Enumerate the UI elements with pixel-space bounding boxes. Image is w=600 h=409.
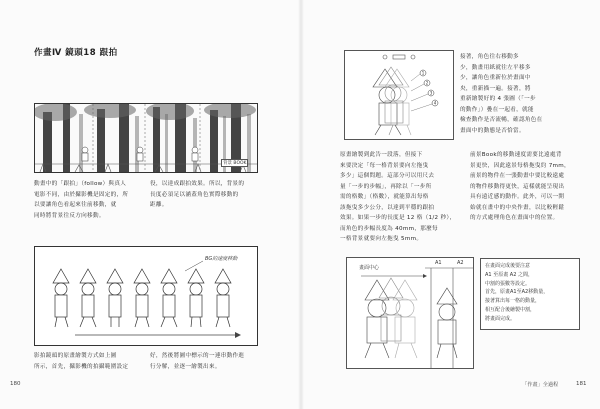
text-line: 距離。 (150, 202, 168, 208)
text-line: 以要讓角色看起來往前移動，就 (34, 202, 117, 208)
text-line: 長度必須足以涵蓋角色實際移動的 (150, 191, 239, 198)
text-line: 量「一步的步幅」，再除以「一步所 (340, 183, 432, 190)
walk-cycle-figure (34, 246, 258, 346)
text-line: 始就在畫中的中央作畫，以比較輕鬆 (470, 204, 565, 211)
text-line: 景更快，因此遠景每格拖曳約 7mm， (470, 162, 570, 169)
left-bottom-paragraph (34, 351, 146, 372)
page-number-right: 181 (576, 381, 587, 387)
text-line: A1 至原畫 A2 之間， (485, 271, 533, 278)
section-title: 作畫Ⅳ 鏡頭18 跟拍 (34, 48, 118, 58)
keyframe-a1-label: A1 (435, 260, 442, 266)
text-line: 少，動畫用紙就往左平移多 (460, 64, 531, 71)
character-overlay-illustration (345, 51, 453, 139)
svg-text:3: 3 (429, 90, 433, 96)
text-line: 將畫面完成。 (485, 315, 516, 322)
right-middle-right-paragraph (470, 150, 592, 224)
layout-sheet-illustration (347, 258, 473, 368)
layout-sheet-figure (346, 257, 474, 369)
text-line: 重新繪製好的 4 張圖（「一步 (460, 96, 536, 102)
svg-text:2: 2 (425, 80, 429, 86)
text-line: 央，重新描一遍。接著，將 (460, 85, 531, 92)
text-line: 役，以達成跟拍效果。所以，背景的 (150, 181, 245, 187)
text-line: 原畫繪製到此告一段落，但接下 (340, 152, 423, 158)
right-middle-left-paragraph (340, 150, 464, 245)
text-line: 來要決定「每一格背景要向左拖曳 (340, 162, 429, 169)
text-line: 的動作」）疊在一起看，就能 (460, 106, 534, 113)
text-line: 檢查動作是否流暢，確認角色在 (460, 117, 543, 123)
svg-text:1: 1 (421, 70, 425, 76)
text-line: 接著算出每一格的動量， (485, 298, 541, 305)
background-book-label: 背景 BOOK (223, 161, 247, 166)
keyframe-a2-label: A2 (457, 260, 464, 266)
text-line: 前景的物件在一張動畫中要比較遠處 (470, 173, 565, 179)
text-line: 行分解，並逐一繪製出來。 (150, 363, 221, 370)
text-line: 中割的張數等設定。 (485, 280, 531, 287)
page-number-left: 180 (10, 381, 21, 387)
bg-speed-note: BG的速度移動 (205, 256, 238, 262)
text-line: 畫面中的動態是否恰當。 (460, 127, 525, 134)
svg-text:4: 4 (433, 100, 437, 106)
forest-pan-figure (34, 103, 258, 173)
text-line: 所示，首先，攝影機的拍攝範圍設定 (34, 363, 129, 370)
text-line: 該拖曳多少公分，以達到平穩的跟拍 (340, 204, 435, 211)
animation-sheet-figure (344, 50, 454, 140)
text-line: 少，讓角色重新位於畫面中 (460, 75, 531, 81)
text-line: 的方式處理角色在畫面中的位置。 (470, 215, 559, 221)
text-line: 前景Book的移動速度需要比遠處背 (470, 152, 562, 158)
text-line: 首先，原畫A1至A2移動量， (485, 289, 549, 296)
keyframe-callout-box (480, 258, 580, 330)
left-top-paragraph (34, 179, 146, 221)
text-line: 效果。如果一步的長度是 12 格（1/2 秒）， (340, 215, 456, 221)
text-line: 而角色的步幅長度為 40mm，那麼每 (340, 225, 438, 232)
text-line: 一格背景就要向左拖曳 5mm。 (340, 236, 423, 242)
frame-center-label: 畫面中心 (359, 265, 380, 271)
left-top-right-paragraph (150, 179, 262, 211)
text-line: 在畫面完成後要注意 (485, 263, 531, 269)
running-head: 「作畫」全過程 (522, 382, 559, 388)
text-line: 動畫中的「跟拍」（follow）與真人 (34, 181, 127, 187)
text-line: 多少」這個問題。這部分可以用尺去 (340, 173, 435, 179)
text-line: 影拍鏡頭的原畫繪製方式如上圖 (34, 353, 117, 359)
right-top-paragraph (460, 52, 580, 136)
right-page (304, 0, 600, 409)
text-line: 好，然後將圖中標示的一連串動作進 (150, 353, 245, 359)
text-line: 相互配合後繪製中割， (485, 306, 536, 313)
text-line: 需的格數」（格數），就能算出每格 (340, 194, 429, 200)
text-line: 的物件移動得更快，這樣就能呈現出 (470, 183, 565, 190)
text-line: 電影不同，由於攝影機是固定的，所 (34, 191, 129, 198)
text-line: 具有遠近感的動作。此外，可以一開 (470, 194, 565, 200)
text-line: 同時將背景往反方向移動。 (34, 212, 105, 219)
left-bottom-right-paragraph (150, 351, 262, 372)
left-page (0, 0, 298, 409)
text-line: 接著，角色往右移動多 (460, 54, 519, 60)
